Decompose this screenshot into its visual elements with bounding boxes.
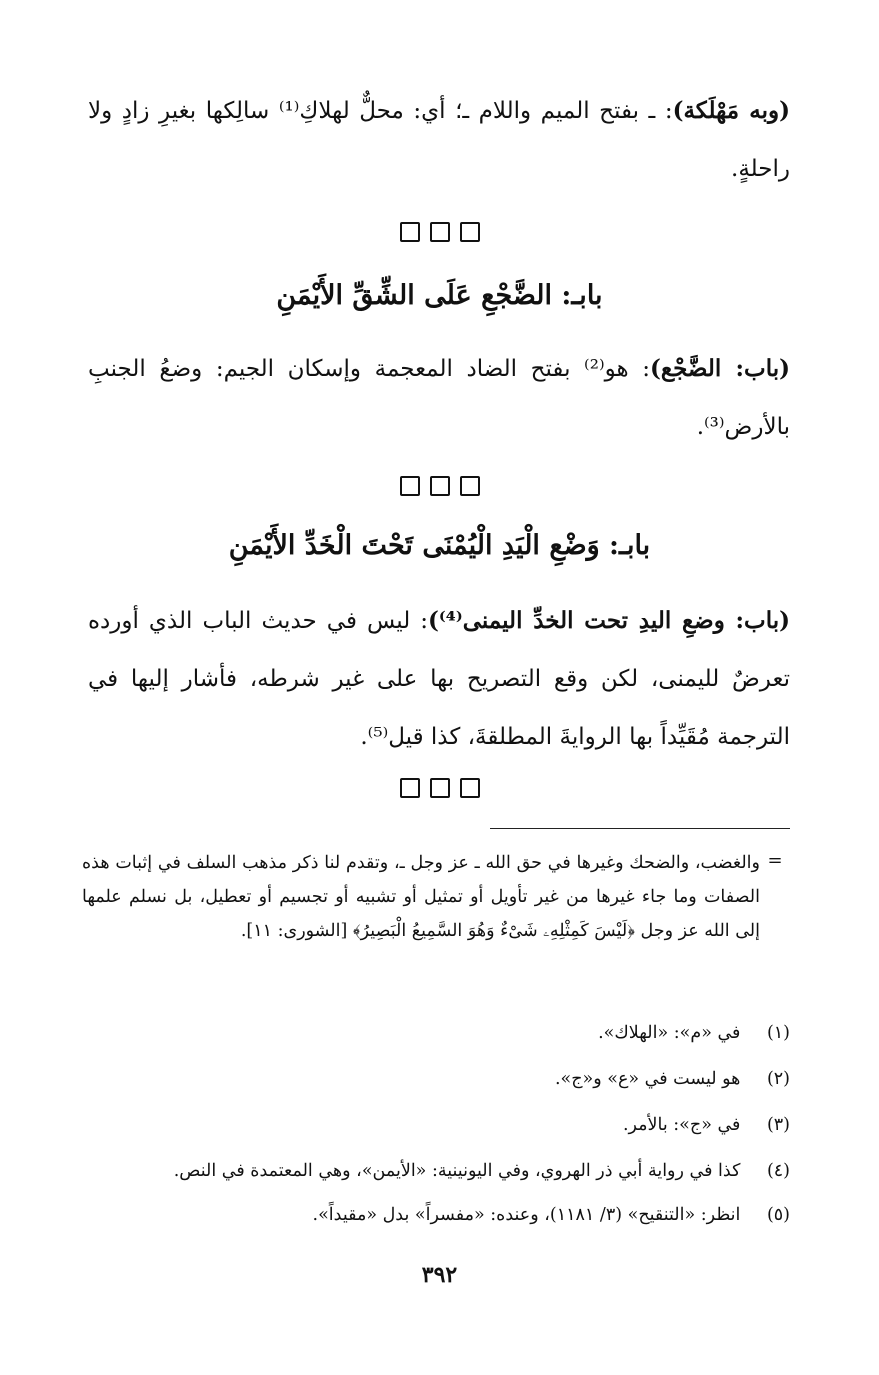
footnote-3: [82, 1108, 790, 1142]
footnote-4: [82, 1154, 790, 1188]
term-mahlaka: (وبه مَهْلَكة): [672, 97, 790, 124]
footnote-continuation-marker: =: [767, 850, 783, 871]
page-number: ٣٩٢: [421, 1262, 458, 1288]
footnote-text: في «م»: «الهلاك».: [598, 1023, 741, 1043]
term-dajc: (باب: الضَّجْع): [649, 355, 790, 382]
footnote-text: انظر: «التنقيح» (٣/ ١١٨١)، وعنده: «مفسراً» بدل «مقيداً».: [312, 1205, 741, 1225]
term-wad-al-yad: (باب: وضعِ اليدِ تحت الخدِّ اليمنى⁽⁴⁾): [428, 607, 790, 634]
paragraph-wad-al-yad: [88, 592, 790, 766]
footnote-text: هو ليست في «ع» و«ج».: [554, 1069, 741, 1089]
paragraph-mahlaka-text: : ـ بفتح الميم واللام ـ؛ أي: محلٌّ لهلاكِ⁽¹⁾ سالِكها بغيرِ زادٍ ولا راحلةٍ.: [88, 98, 790, 182]
footnote-number: (٤): [766, 1161, 790, 1181]
separator-square-icon: [430, 222, 450, 242]
separator-square-icon: [460, 778, 480, 798]
footnote-text: كذا في رواية أبي ذر الهروي، وفي اليونينية: «الأيمن»، وهي المعتمدة في النص.: [173, 1161, 741, 1181]
paragraph-mahlaka: [88, 82, 790, 198]
footnote-divider: [490, 828, 790, 829]
footnote-5: [82, 1198, 790, 1232]
paragraph-dajc: [88, 340, 790, 456]
paragraph-dajc-text: : هو⁽²⁾ بفتح الضاد المعجمة وإسكان الجيم: وضعُ الجنبِ بالأرض⁽³⁾.: [88, 356, 790, 440]
section-separator: [0, 778, 879, 802]
separator-square-icon: [400, 476, 420, 496]
footnote-number: (٢): [766, 1069, 790, 1089]
footnote-number: (٣): [766, 1115, 790, 1135]
separator-square-icon: [460, 222, 480, 242]
section-separator: [0, 476, 879, 500]
chapter-heading-wad-al-yad: بابـ: وَضْعِ الْيَدِ الْيُمْنَى تَحْتَ الْخَدِّ الأَيْمَنِ: [228, 530, 651, 561]
separator-square-icon: [460, 476, 480, 496]
chapter-heading-dajc: بابـ: الضَّجْعِ عَلَى الشِّقِّ الأَيْمَنِ: [276, 280, 603, 311]
separator-square-icon: [400, 778, 420, 798]
footnote-number: (١): [766, 1023, 790, 1043]
separator-square-icon: [430, 778, 450, 798]
footnote-2: [82, 1062, 790, 1096]
separator-square-icon: [430, 476, 450, 496]
footnote-number: (٥): [766, 1205, 790, 1225]
paragraph-wad-al-yad-text: : ليس في حديث الباب الذي أورده تعرضٌ لليمنى، لكن وقع التصريح بها على غير شرطه، فأشار إليها في الترجمة مُقَيِّداً بها الروايةَ المطلقةَ، كذا قيل⁽⁵⁾.: [88, 608, 790, 750]
section-separator: [0, 222, 879, 246]
footnote-1: [82, 1016, 790, 1050]
footnote-continuation: والغضب، والضحك وغيرها في حق الله ـ عز وجل ـ، وتقدم لنا ذكر مذهب السلف في إثبات هذه الصفات وما جاء غيرها من غير تأويل أو تمثيل أو تشبيه أو تجسيم أو تعطيل، بل نسلم علمها إلى الله عز وجل ﴿لَيْسَ كَمِثْلِهِۦ شَىْءٌ وَهُوَ السَّمِيعُ الْبَصِيرُ﴾ [الشورى: ١١].: [82, 853, 761, 941]
separator-square-icon: [400, 222, 420, 242]
footnote-text: في «ج»: بالأمر.: [622, 1115, 741, 1135]
